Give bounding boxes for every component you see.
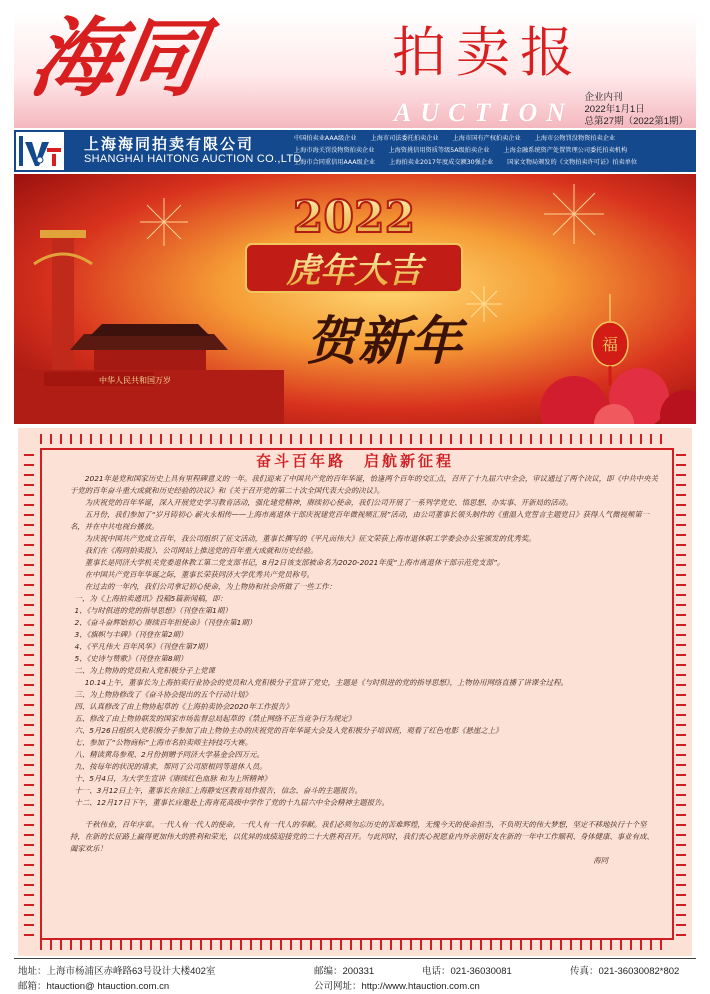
honor-item: 上海市海关罚没物资拍卖企业 bbox=[294, 147, 375, 154]
honor-item: 上海市司法委托拍卖企业 bbox=[370, 135, 439, 142]
footer bbox=[14, 958, 696, 993]
article-list-item: 六、5月26日组织入党积极分子参加了由上物协主办的庆祝党的百年华诞大会及入党积极分子培训班，观看了红色电影《悬崖之上》 bbox=[74, 726, 503, 735]
footer-phone: 电话：021-36030081 bbox=[422, 966, 512, 977]
banner-greeting: 贺新年 bbox=[305, 311, 463, 372]
article-paragraph: 董事长是同济大学机关党委退休教工第二党支部书记，8月2日该支部被命名为2020-2021年度“上海市离退休干部示范党支部”。 bbox=[84, 558, 505, 567]
lattice-border-left bbox=[24, 448, 34, 936]
honor-item: 上海市合同重信用AAA级企业 bbox=[294, 159, 376, 166]
auction-wordmark: AUCTION bbox=[394, 98, 575, 127]
article-list-item: 1、《与时俱进的党的指导思想》（刊登在第1期） bbox=[74, 606, 232, 615]
gate-plaque: 中华人民共和国万岁 bbox=[99, 376, 171, 385]
article-paragraph: 千秋伟业，百年序章。一代人有一代人的使命，一代人有一代人的奉献。我们必须勿忘历史的苦难辉煌，无愧今天的使命担当，不负明天的伟大梦想，坚定不移地执行十个坚持，在新的长征路上赢得更加伟大的胜利和荣光，以优异的成绩迎接党的二十大胜利召开。与此同时，我们衷心祝愿业内外亲朋好友在新的一年中工作顺利、身体健康、事业有成、阖家欢乐！ bbox=[70, 820, 654, 853]
article-paragraph: 为庆祝中国共产党成立百年，我公司组织了征文活动，董事长撰写的《平凡而伟大》征文荣获上海市退休职工学委会办公室颁发的优秀奖。 bbox=[84, 534, 536, 543]
honor-item: 上海金融系统资产处置管理公司委托拍卖机构 bbox=[503, 147, 628, 154]
article-spacer bbox=[70, 809, 660, 819]
issue-date: 2022年1月1日 bbox=[584, 104, 645, 115]
article-paragraph: 10.14上午，董事长为上海拍卖行业协会的党员和入党积极分子宣讲了党史，主题是《与时俱进的党的指导思想》，上物协用网络直播了讲课全过程。 bbox=[84, 678, 568, 687]
masthead-logo-text: 海同 bbox=[23, 8, 209, 109]
article-list-item: 八、精读黄岛参观、2月份捐赠予同济大学基金会四万元。 bbox=[74, 750, 264, 759]
banner-slogan: 虎年大吉 bbox=[286, 251, 422, 291]
article-list-item: 3、《旗帜与丰碑》（刊登在第2期） bbox=[74, 630, 188, 639]
lattice-border-bottom bbox=[40, 940, 670, 950]
masthead bbox=[14, 8, 696, 128]
article-title: 奋斗百年路 启航新征程 bbox=[255, 452, 454, 470]
article-list-item: 四、认真修改了由上物协起草的《上海拍卖协会2020年工作报告》 bbox=[74, 702, 293, 711]
article-list-item: 2、《奋斗奋辉始初心 赓续百年担使命》（刊登在第1期） bbox=[74, 618, 257, 627]
honors-list bbox=[294, 133, 694, 169]
article-list-item: 5、《史诗与赞歌》（刊登在第8期） bbox=[74, 654, 188, 663]
issue-type: 企业内刊 bbox=[584, 92, 623, 103]
article-frame bbox=[18, 428, 692, 956]
honor-item: 国家文物局颁发的《文物拍卖许可证》拍卖单位 bbox=[507, 159, 638, 166]
lattice-border-right bbox=[676, 448, 686, 936]
article-paragraph: 五月份，我们参加了“岁月铸初心 薪火永相传——上海市离退休干部庆祝建党百年微视频汇展”活动，由公司董事长领头制作的《重温入党誓言主题党日》获得人气微视频第一名，并在中共电视台播放。 bbox=[70, 510, 650, 531]
company-band bbox=[14, 130, 696, 172]
footer-postcode: 邮编：200331 bbox=[314, 966, 375, 977]
issue-info bbox=[585, 92, 688, 128]
footer-website[interactable]: 公司网址：http://www.htauction.com.cn bbox=[314, 981, 480, 992]
article-paragraph: 为庆祝党的百年华诞，深入开展党史学习教育活动，强化建党精神，赓续初心使命，我们公司开展了一系列学党史、悟思想、办实事、开新局的活动。 bbox=[84, 498, 573, 507]
article-list-item: 七、参加了“公物商标”上海市名拍卖师主持技巧大赛。 bbox=[74, 738, 253, 747]
article-list-item: 五、修改了由上物协联发的国家市场监督总局起草的《禁止网络不正当竞争行为规定》 bbox=[74, 714, 356, 723]
footer-address: 地址：上海市杨浦区赤峰路63号设计大楼402室 bbox=[18, 966, 216, 977]
article-list-item: 十一、3月12日上午，董事长在徐汇上海静安区教育局作报告，信念、奋斗的主题报告。 bbox=[74, 786, 363, 795]
company-name-cn: 上海海同拍卖有限公司 bbox=[84, 135, 255, 153]
company-logo-icon bbox=[16, 132, 64, 170]
honor-item: 上海市国有产权拍卖企业 bbox=[452, 135, 521, 142]
article-list-item: 二、为上物协的党员和入党积极分子上党课 bbox=[74, 666, 215, 675]
article-body bbox=[70, 473, 660, 867]
article-list-item: 三、为上物协修改了《奋斗协会提出的五个行动计划》 bbox=[74, 690, 252, 699]
honor-item: 中国拍卖业AAA级企业 bbox=[294, 135, 357, 142]
fu-character: 福 bbox=[601, 335, 619, 354]
company-name-en: SHANGHAI HAITONG AUCTION CO.,LTD bbox=[84, 153, 302, 165]
new-year-banner bbox=[14, 174, 696, 424]
article-paragraph: 在过去的一年内，我们公司拿记初心使命，为上物协和社会所做了一些工作： bbox=[84, 582, 337, 591]
banner-year: 2022 bbox=[292, 192, 416, 243]
banner-illustration bbox=[14, 174, 696, 424]
article-paragraph: 在中国共产党百年华诞之际，董事长荣获同济大学优秀共产党员称号。 bbox=[84, 570, 314, 579]
article-paragraph: 我们在《海同拍卖报》、公司网站上推送党的百年重大成就和历史经验。 bbox=[84, 546, 318, 555]
article-list-item: 十二、12月17日下午，董事长应邀赴上海青花高级中学作了党的十九届六中全会精神主题报告。 bbox=[74, 798, 389, 807]
article-list-item: 4、《平凡伟大 百年风华》（刊登在第7期） bbox=[74, 642, 212, 651]
honor-item: 上海资挑信用资质等级5A级拍卖企业 bbox=[388, 147, 490, 154]
article-list-item: 九、按每年的状况的请求，帮同了公司原根同等退休人员。 bbox=[74, 762, 267, 771]
footer-email[interactable]: 邮箱：htauction@ htauction.com.cn bbox=[18, 981, 170, 992]
article-list-item: 十、5月4日，为大学生宣讲《赓续红色血脉 和为上所精神》 bbox=[74, 774, 271, 783]
footer-fax: 传真：021-36030082*802 bbox=[570, 966, 680, 977]
article-paragraph: 2021年是党和国家历史上具有里程碑意义的一年。我们迎来了中国共产党的百年华诞，恰逢两个百年的交汇点，召开了十九届六中全会，审议通过了两个决议，即《中共中央关于党的百年奋斗重大成就和历史经验的决议》和《关于召开党的第二十次全国代表大会的决议》。 bbox=[70, 474, 658, 495]
issue-number: 总第27期（2022第1期） bbox=[584, 116, 688, 127]
paper-title: 拍卖报 bbox=[392, 21, 584, 84]
honor-item: 上海拍卖业2017年度成交额30强企业 bbox=[389, 159, 494, 166]
lattice-border-top bbox=[40, 434, 670, 444]
honor-item: 上海市公物罚没物资拍卖企业 bbox=[534, 135, 616, 142]
article-signature: 海同 bbox=[593, 856, 608, 865]
article-list-item: 一、为《上海拍卖通讯》投稿5篇新闻稿，即： bbox=[74, 594, 227, 603]
